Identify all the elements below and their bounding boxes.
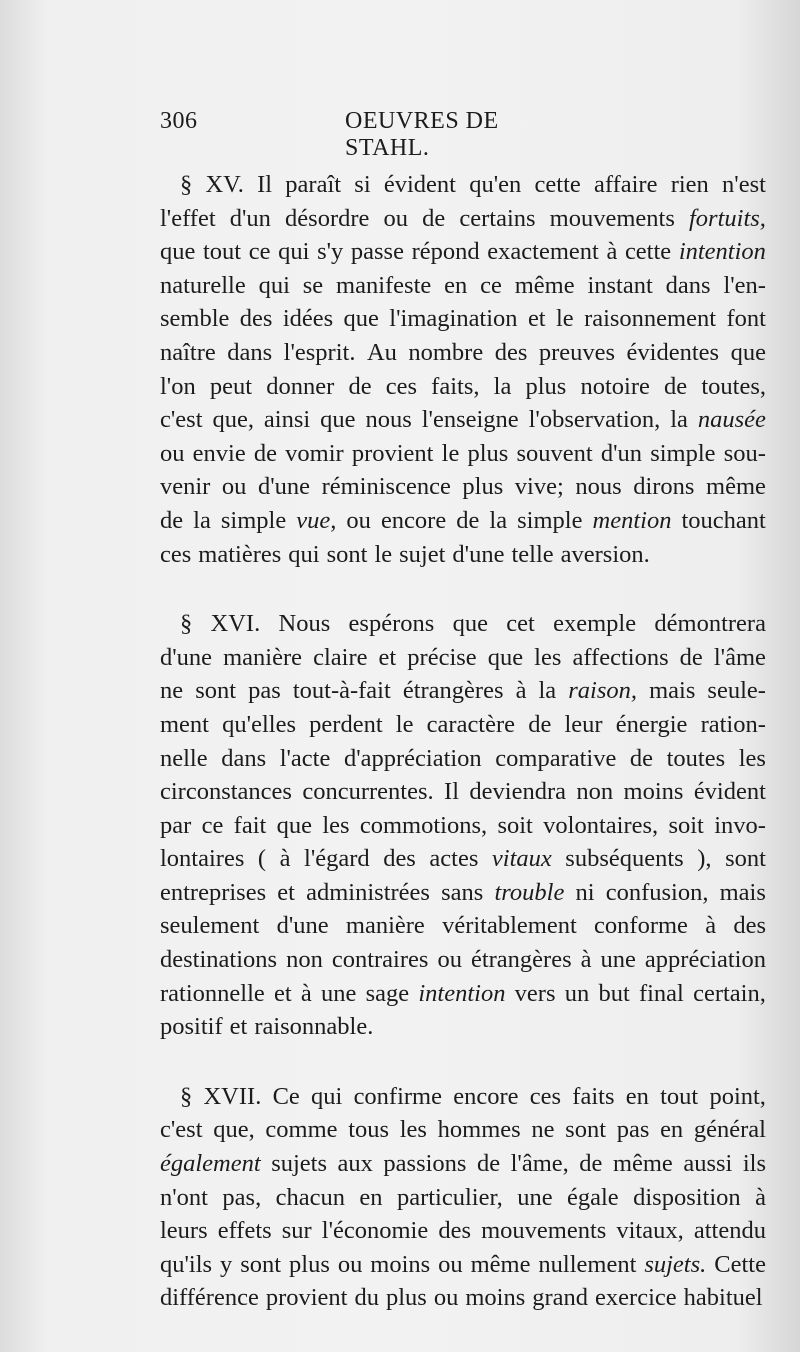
- text-line: venir ou d'une réminiscence plus vive; nous dirons même: [160, 473, 766, 501]
- text-line: c'est que, comme tous les hommes ne sont pas en général: [160, 1116, 766, 1144]
- text-line: que tout ce qui s'y passe répond exactement à cette intention: [160, 238, 766, 266]
- text-line: différence provient du plus ou moins grand exercice habituel: [160, 1284, 763, 1312]
- body-text: [160, 168, 766, 1315]
- text-line: ces matières qui sont le sujet d'une telle aversion.: [160, 540, 650, 568]
- text-line: également sujets aux passions de l'âme, de même aussi ils: [160, 1150, 766, 1178]
- text-line: qu'ils y sont plus ou moins ou même nullement sujets. Cette: [160, 1250, 766, 1278]
- paragraph-section-xvii: [160, 1080, 766, 1315]
- text-line: naturelle qui se manifeste en ce même instant dans l'en-: [160, 271, 766, 299]
- text-line: l'effet d'un désordre ou de certains mouvements fortuits,: [160, 204, 766, 232]
- paragraph-section-xv: [160, 168, 766, 571]
- text-line: de la simple vue, ou encore de la simple mention touchant: [160, 506, 766, 534]
- text-line: naître dans l'esprit. Au nombre des preuves évidentes que: [160, 338, 766, 366]
- running-title: OEUVRES DE STAHL.: [345, 108, 499, 161]
- text-line: semble des idées que l'imagination et le raisonnement font: [160, 305, 766, 333]
- text-line: n'ont pas, chacun en particulier, une égale disposition à: [160, 1183, 766, 1211]
- text-line: seulement d'une manière véritablement conforme à des: [160, 912, 766, 940]
- text-line: rationnelle et à une sage intention vers un but final certain,: [160, 979, 766, 1007]
- text-line: ne sont pas tout-à-fait étrangères à la raison, mais seule-: [160, 677, 766, 705]
- text-line: d'une manière claire et précise que les affections de l'âme: [160, 643, 766, 671]
- text-line: ou envie de vomir provient le plus souvent d'un simple sou-: [160, 439, 766, 467]
- text-line: ment qu'elles perdent le caractère de leur énergie ration-: [160, 710, 766, 738]
- page-number: 306: [160, 108, 198, 134]
- text-line: § XV. Il paraît si évident qu'en cette affaire rien n'est: [180, 171, 766, 198]
- text-line: destinations non contraires ou étrangères à une appréciation: [160, 946, 766, 974]
- text-line: positif et raisonnable.: [160, 1013, 374, 1041]
- text-line: l'on peut donner de ces faits, la plus notoire de toutes,: [160, 372, 766, 400]
- text-line: leurs effets sur l'économie des mouvements vitaux, attendu: [160, 1217, 766, 1245]
- text-line: entreprises et administrées sans trouble ni confusion, mais: [160, 878, 766, 906]
- text-line: lontaires ( à l'égard des actes vitaux subséquents ), sont: [160, 845, 766, 873]
- text-line: § XVI. Nous espérons que cet exemple démontrera: [180, 610, 766, 638]
- paragraph-section-xvi: [160, 607, 766, 1044]
- text-line: circonstances concurrentes. Il deviendra non moins évident: [160, 778, 766, 806]
- text-line: § XVII. Ce qui confirme encore ces faits en tout point,: [180, 1082, 766, 1110]
- paragraph-gap: [160, 571, 766, 607]
- text-line: nelle dans l'acte d'appréciation comparative de toutes les: [160, 744, 766, 772]
- text-line: par ce fait que les commotions, soit volontaires, soit invo-: [160, 811, 766, 839]
- text-line: c'est que, ainsi que nous l'enseigne l'observation, la nausée: [160, 406, 766, 434]
- page-header: [160, 108, 580, 161]
- paragraph-gap: [160, 1044, 766, 1080]
